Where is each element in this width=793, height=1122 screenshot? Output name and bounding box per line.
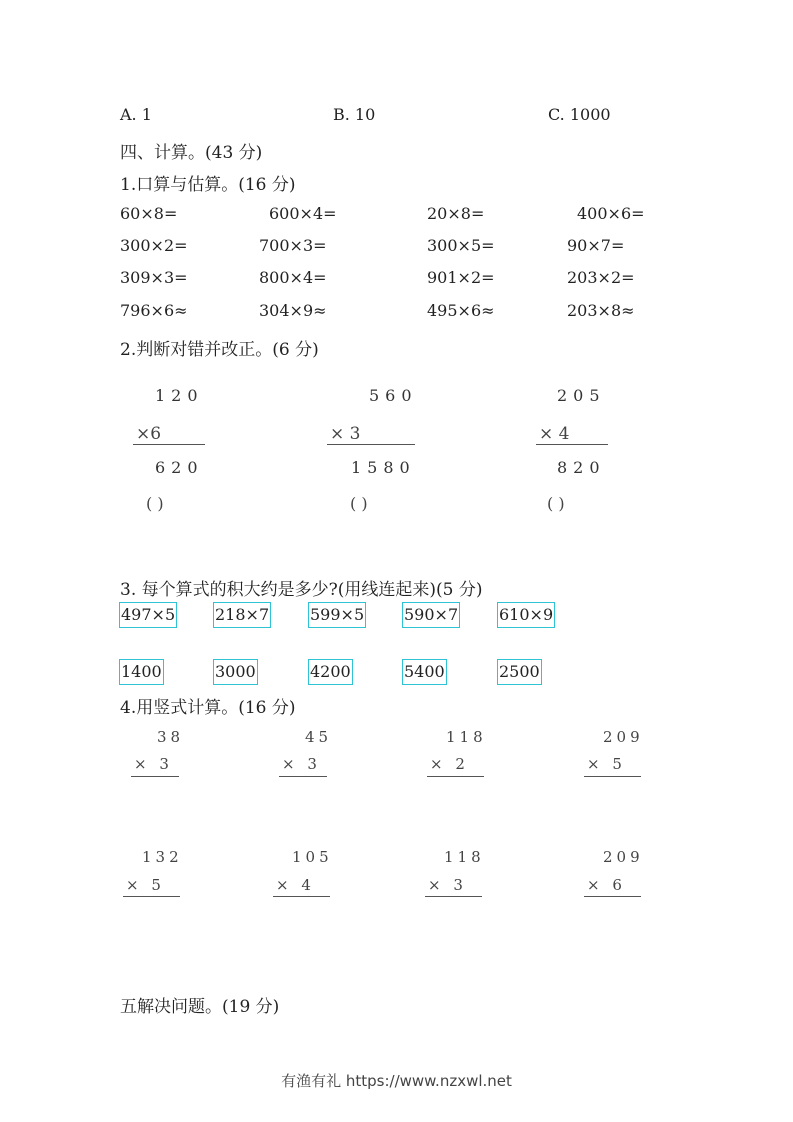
q3-answer-box[interactable]: 5400 (402, 659, 447, 685)
q4-top: 118 (446, 728, 487, 746)
option-a: A. 1 (120, 105, 152, 124)
q3-expression-box[interactable]: 218×7 (213, 602, 271, 628)
q1-item: 495×6≈ (427, 301, 495, 320)
q1-item: 796×6≈ (120, 301, 188, 320)
q1-item: 400×6= (577, 204, 645, 223)
q1-item: 20×8= (427, 204, 485, 223)
q4-operator: × 3 (134, 755, 173, 773)
footer-watermark: 有渔有礼 https://www.nzxwl.net (281, 1072, 512, 1090)
q4-rule (427, 776, 484, 777)
q2-operator: × 4 (539, 424, 570, 444)
q3-expression-box[interactable]: 497×5 (119, 602, 177, 628)
q4-rule (425, 896, 482, 897)
q4-top: 132 (142, 848, 183, 866)
q2-result: 620 (155, 458, 204, 477)
q4-operator: × 5 (126, 876, 165, 894)
q2-answer-paren: ( ) (350, 494, 368, 513)
q1-item: 901×2= (427, 268, 495, 287)
q2-rule (327, 444, 415, 445)
q2-top: 205 (557, 386, 606, 405)
q2-result: 1580 (351, 458, 416, 477)
q4-rule (584, 776, 641, 777)
option-b: B. 10 (333, 105, 376, 124)
q3-expression-box[interactable]: 610×9 (497, 602, 555, 628)
q1-item: 300×5= (427, 236, 495, 255)
q3-expression-box[interactable]: 590×7 (402, 602, 460, 628)
q3-title: 3. 每个算式的积大约是多少?(用线连起来)(5 分) (120, 580, 483, 600)
q1-item: 203×2= (567, 268, 635, 287)
q4-rule (273, 896, 330, 897)
q4-rule (279, 776, 327, 777)
q3-answer-box[interactable]: 4200 (308, 659, 353, 685)
q4-rule (123, 896, 180, 897)
section-5-title: 五解决问题。(19 分) (120, 997, 280, 1017)
q4-operator: × 3 (428, 876, 467, 894)
q4-top: 209 (603, 848, 644, 866)
q1-title: 1.口算与估算。(16 分) (120, 175, 296, 195)
q2-top: 120 (155, 386, 204, 405)
q2-operator: × 3 (330, 424, 361, 444)
q4-rule (584, 896, 641, 897)
q2-rule (536, 444, 608, 445)
q1-item: 203×8≈ (567, 301, 635, 320)
q4-operator: × 6 (587, 876, 626, 894)
q2-top: 560 (369, 386, 418, 405)
q2-rule (133, 444, 205, 445)
section-4-title: 四、计算。(43 分) (120, 143, 263, 163)
q1-item: 700×3= (259, 236, 327, 255)
q4-operator: × 4 (276, 876, 315, 894)
q3-answer-box[interactable]: 3000 (213, 659, 258, 685)
q1-item: 300×2= (120, 236, 188, 255)
q1-item: 60×8= (120, 204, 178, 223)
q4-top: 45 (305, 728, 333, 746)
q3-answer-box[interactable]: 2500 (497, 659, 542, 685)
q4-operator: × 2 (430, 755, 469, 773)
q2-result: 820 (557, 458, 606, 477)
q2-answer-paren: ( ) (547, 494, 565, 513)
q4-top: 38 (157, 728, 185, 746)
q1-item: 800×4= (259, 268, 327, 287)
q3-answer-box[interactable]: 1400 (119, 659, 164, 685)
q4-top: 105 (292, 848, 333, 866)
q4-operator: × 3 (282, 755, 321, 773)
q4-rule (131, 776, 179, 777)
q3-expression-box[interactable]: 599×5 (308, 602, 366, 628)
option-c: C. 1000 (548, 105, 611, 124)
q2-title: 2.判断对错并改正。(6 分) (120, 340, 319, 360)
q2-answer-paren: ( ) (146, 494, 164, 513)
q1-item: 600×4= (269, 204, 337, 223)
q1-item: 90×7= (567, 236, 625, 255)
q4-operator: × 5 (587, 755, 626, 773)
q4-top: 118 (444, 848, 485, 866)
q1-item: 304×9≈ (259, 301, 327, 320)
q4-top: 209 (603, 728, 644, 746)
q2-operator: ×6 (136, 424, 162, 444)
q4-title: 4.用竖式计算。(16 分) (120, 698, 296, 718)
q1-item: 309×3= (120, 268, 188, 287)
